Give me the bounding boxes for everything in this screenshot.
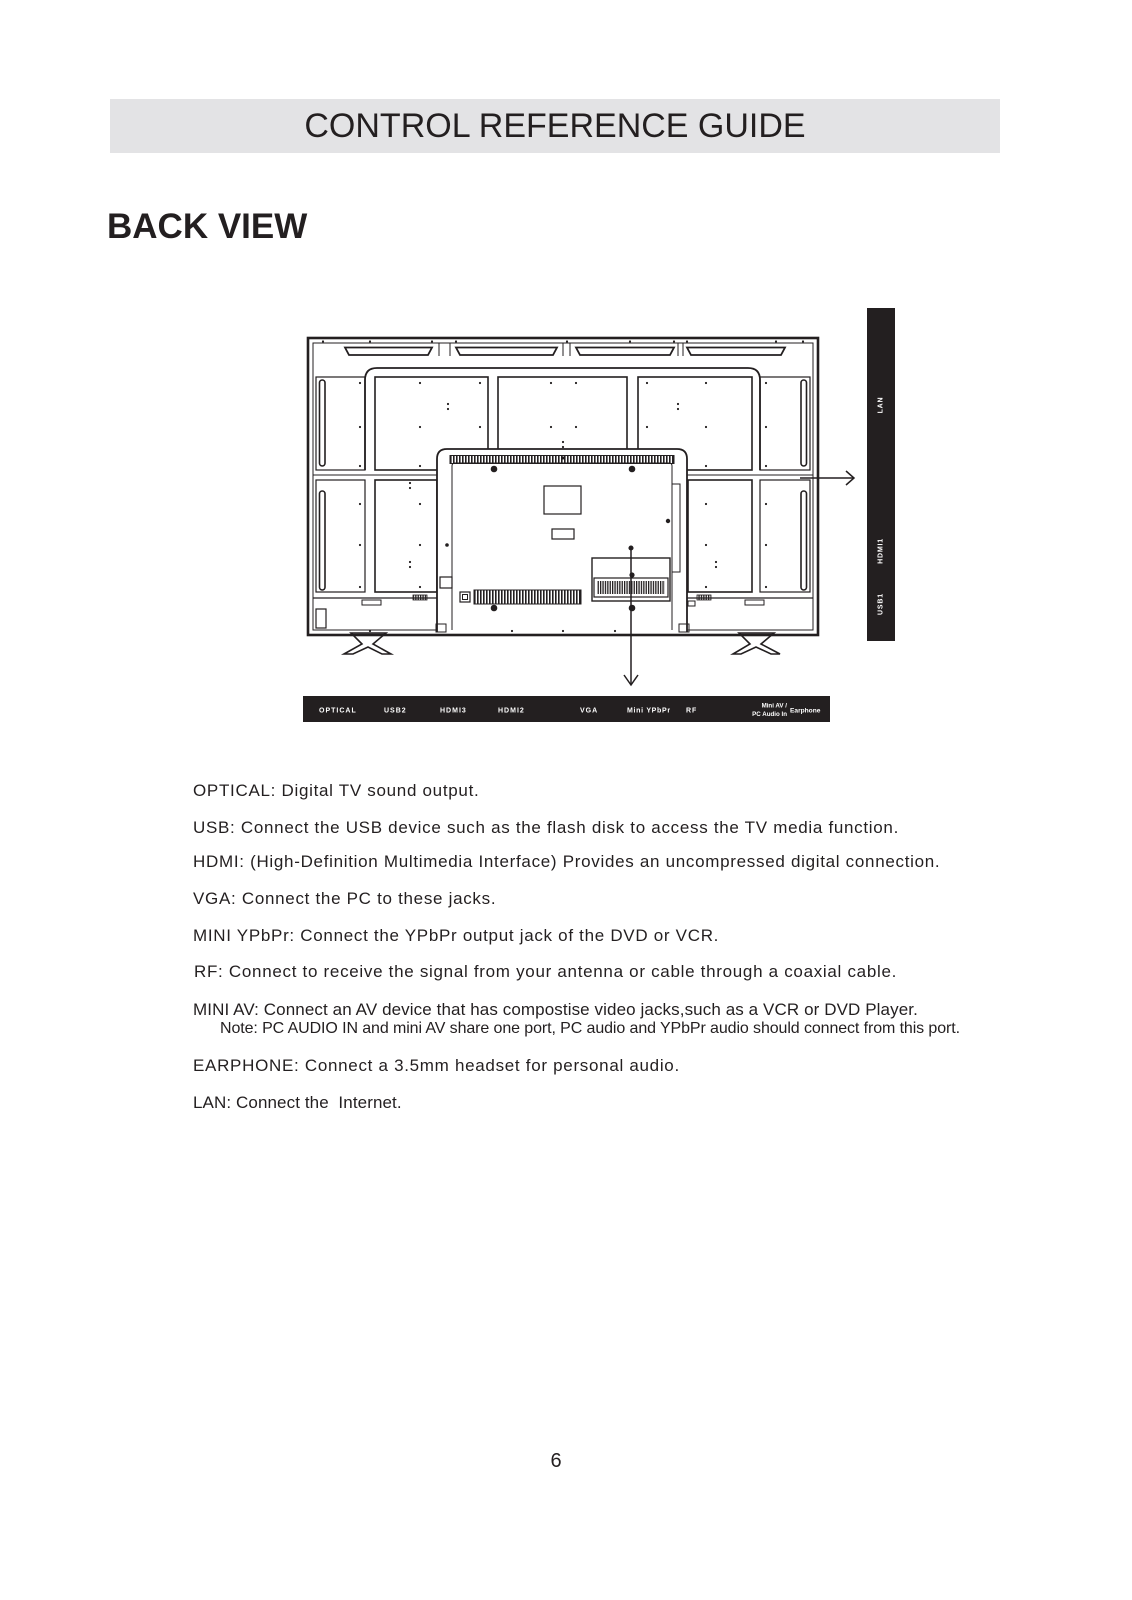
top-vent-slot — [345, 348, 432, 356]
panel-dot — [575, 382, 577, 384]
side-port-bar-background — [867, 308, 895, 641]
panel-dot — [419, 465, 421, 467]
side-vent-slot — [320, 380, 326, 466]
port-label-mini-av-line1: Mini AV / — [761, 702, 787, 710]
panel-dot — [409, 487, 411, 489]
panel-dot — [765, 544, 767, 546]
panel-dot — [715, 561, 717, 563]
screw-hole — [629, 605, 636, 612]
port-label-hdmi1: HDMI1 — [877, 538, 885, 564]
port-label-hdmi3: HDMI3 — [440, 707, 467, 715]
page-number: 6 — [550, 1450, 562, 1472]
description-mini-av: MINI AV: Connect an AV device that has compostise video jacks,such as a VCR or DVD Player. — [193, 1000, 918, 1019]
panel-dot — [705, 586, 707, 588]
panel-dot — [419, 503, 421, 505]
description-vga: VGA: Connect the PC to these jacks. — [193, 889, 497, 908]
panel-dot — [419, 586, 421, 588]
port-label-mini-av-line2: PC Audio In — [752, 711, 787, 718]
panel-dot — [765, 426, 767, 428]
description-rf: RF: Connect to receive the signal from your antenna or cable through a coaxial cable. — [194, 962, 898, 981]
panel-dot — [419, 544, 421, 546]
bottom-right-slot — [688, 601, 695, 606]
description-hdmi: HDMI: (High-Definition Multimedia Interface) Provides an uncompressed digital connection. — [193, 852, 941, 871]
bottom-port-label-bar — [303, 696, 830, 722]
side-ports-arrow — [800, 471, 854, 485]
port-label-optical: OPTICAL — [319, 707, 357, 715]
side-vent-slot — [801, 380, 807, 466]
page-title: CONTROL REFERENCE GUIDE — [304, 107, 806, 145]
panel-bay — [688, 480, 752, 592]
panel-dot — [775, 340, 777, 342]
tv-back-view-diagram — [300, 300, 900, 730]
top-vent-slot — [456, 348, 557, 356]
screw-hole — [629, 572, 634, 577]
panel-dot — [322, 340, 324, 342]
panel-dot — [511, 630, 513, 632]
panel-dot — [562, 630, 564, 632]
panel-dot — [765, 586, 767, 588]
panel-dot — [359, 586, 361, 588]
panel-dot — [705, 544, 707, 546]
top-vent-grille — [450, 456, 674, 464]
panel-dot — [419, 382, 421, 384]
panel-dot — [646, 426, 648, 428]
screw-hole — [562, 457, 565, 460]
panel-dot — [566, 340, 568, 342]
description-lan: LAN: Connect the Internet. — [193, 1093, 402, 1112]
top-vent-slot — [576, 348, 674, 356]
panel-dot — [409, 482, 411, 484]
bottom-left-bracket — [362, 600, 381, 605]
panel-dot — [479, 382, 481, 384]
panel-dot — [705, 465, 707, 467]
panel-dot — [765, 503, 767, 505]
bottom-port-bar-background — [303, 696, 830, 722]
port-label-usb1: USB1 — [877, 593, 885, 615]
panel-bay — [760, 480, 810, 592]
panel-dot — [673, 340, 675, 342]
panel-dot — [765, 465, 767, 467]
description-optical: OPTICAL: Digital TV sound output. — [193, 781, 480, 800]
panel-dot — [646, 382, 648, 384]
bottom-vent-grille — [474, 590, 581, 604]
panel-dot — [431, 340, 433, 342]
panel-dot — [359, 465, 361, 467]
panel-dot — [705, 503, 707, 505]
panel-dot — [359, 503, 361, 505]
top-slot-divider — [439, 343, 683, 356]
port-label-mini-ypbpr: Mini YPbPr — [627, 707, 671, 715]
port-label-rf: RF — [686, 707, 698, 715]
panel-dot — [369, 630, 371, 632]
panel-dot — [419, 426, 421, 428]
panel-bay — [316, 377, 365, 470]
bottom-right-bracket — [745, 600, 764, 605]
bottom-right-grille — [697, 595, 711, 600]
header-band — [110, 99, 1000, 153]
top-vent-slot — [687, 348, 785, 356]
side-vent-slot — [320, 491, 326, 590]
side-port-label-bar — [867, 308, 895, 641]
panel-dot — [409, 561, 411, 563]
panel-dot — [359, 382, 361, 384]
port-label-earphone: Earphone — [790, 707, 821, 715]
panel-dot — [562, 441, 564, 443]
port-label-vga: VGA — [580, 707, 599, 715]
panel-dot — [455, 340, 457, 342]
panel-dot — [550, 382, 552, 384]
bottom-left-slot — [316, 609, 326, 628]
screw-hole — [629, 466, 636, 473]
panel-dot — [479, 426, 481, 428]
side-terminal-strip — [672, 484, 680, 572]
panel-dot — [614, 630, 616, 632]
panel-dot — [575, 426, 577, 428]
panel-dot — [677, 408, 679, 410]
screw-hole — [491, 466, 498, 473]
panel-dot — [705, 382, 707, 384]
panel-bay — [316, 480, 365, 592]
panel-dot — [715, 566, 717, 568]
panel-dot — [686, 340, 688, 342]
panel-dot — [447, 408, 449, 410]
bottom-left-grille — [413, 595, 427, 600]
port-label-lan: LAN — [877, 396, 885, 414]
panel-dot — [705, 426, 707, 428]
panel-dot — [550, 426, 552, 428]
description-note: Note: PC AUDIO IN and mini AV share one port, PC audio and YPbPr audio should connect from this port. — [220, 1020, 960, 1037]
description-usb: USB: Connect the USB device such as the flash disk to access the TV media function. — [193, 818, 900, 837]
panel-dot — [359, 544, 361, 546]
panel-dot — [629, 340, 631, 342]
screw-hole — [491, 605, 498, 612]
panel-dot — [359, 426, 361, 428]
side-vent-slot — [801, 491, 807, 590]
panel-dot — [369, 340, 371, 342]
port-label-usb2: USB2 — [384, 707, 407, 715]
panel-dot — [802, 340, 804, 342]
panel-dot — [447, 403, 449, 405]
panel-dot — [409, 566, 411, 568]
panel-dot — [765, 382, 767, 384]
section-title: BACK VIEW — [107, 207, 308, 246]
description-mini-ypbpr: MINI YPbPr: Connect the YPbPr output jack of the DVD or VCR. — [193, 926, 720, 945]
screw-hole — [666, 519, 670, 523]
panel-bay — [760, 377, 810, 470]
panel-bay — [375, 480, 437, 592]
panel-dot — [562, 446, 564, 448]
panel-dot — [677, 403, 679, 405]
tv-back-panel — [308, 338, 818, 654]
left-side-jack — [440, 577, 452, 588]
port-label-hdmi2: HDMI2 — [498, 707, 525, 715]
screw-hole — [445, 543, 449, 547]
description-earphone: EARPHONE: Connect a 3.5mm headset for personal audio. — [193, 1056, 680, 1075]
terminal-cover-outline — [437, 449, 687, 632]
